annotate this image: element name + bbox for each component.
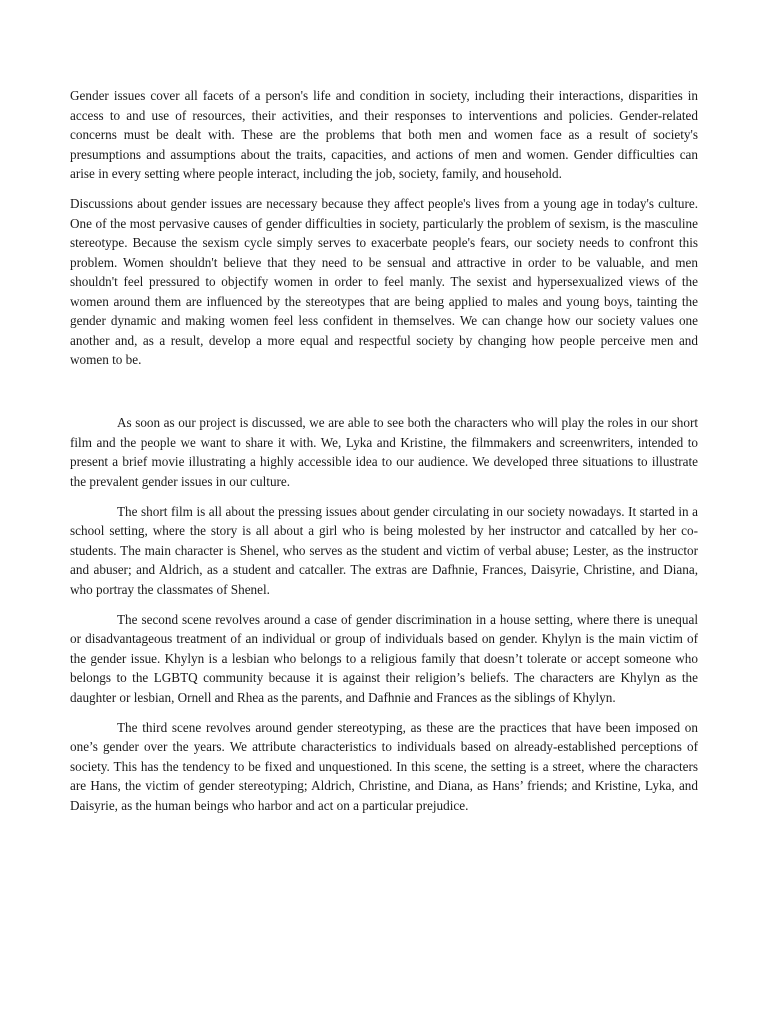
paragraph-gender-issues-discussion: Discussions about gender issues are necessary because they affect people's lives from a young age in today's culture. One of the most pervasive causes of gender difficulties in society, particularly the problem of sexism, is the masculine stereotype. Because the sexism cycle simply serves to exacerbate people's fears, our society needs to confront this problem. Women shouldn't believe that they need to be sensual and attractive in order to be valuable, and men shouldn't feel pressured to objectify women in order to feel manly. The sexist and hypersexualized views of the women around them are influenced by the stereotypes that are being applied to males and young boys, tainting the gender dynamic and making women feel less confident in themselves. We can change how our society values one another and, as a result, develop a more equal and respectful society by changing how people perceive men and women to be. — [70, 196, 698, 367]
paragraph-third-scene: The third scene revolves around gender stereotyping, as these are the practices that have been imposed on one’s gender over the years. We attribute characteristics to individuals based on already-established perceptions of society. This has the tendency to be fixed and unquestioned. In this scene, the setting is a street, where the characters are Hans, the victim of gender stereotyping; Aldrich, Christine, and Diana, as Hans’ friends; and Kristine, Lyka, and Daisyrie, as the human beings who harbor and act on a particular prejudice. — [70, 719, 698, 813]
paragraph-second-scene: The second scene revolves around a case of gender discrimination in a house setting, where there is unequal or disadvantageous treatment of an individual or group of individuals based on gender. Khylyn is the main victim of the gender issue. Khylyn is a lesbian who belongs to a religious family that doesn’t tolerate or accept someone who belongs to the LGBTQ community because it is against their religion’s beliefs. The characters are Khylyn as the daughter or lesbian, Ornell and Rhea as the parents, and Dafhnie and Frances as the siblings of Khylyn. — [70, 611, 698, 705]
paragraph-gender-issues-definition: Gender issues cover all facets of a person's life and condition in society, including their interactions, disparities in access to and use of resources, their activities, and their responses to interventions and policies. Gender-related concerns must be dealt with. These are the problems that both men and women face as a result of society's presumptions and assumptions about the traits, capacities, and actions of men and women. Gender difficulties can arise in every setting where people interact, including the job, society, family, and household. — [70, 88, 698, 181]
paragraph-project-overview: As soon as our project is discussed, we are able to see both the characters who will play the roles in our short film and the people we want to share it with. We, Lyka and Kristine, the filmmakers and screenwriters, intended to present a brief movie illustrating a highly accessible idea to our audience. We developed three situations to illustrate the prevalent gender issues in our culture. — [70, 415, 698, 489]
paragraph-first-scene: The short film is all about the pressing issues about gender circulating in our society nowadays. It started in a school setting, where the story is all about a girl who is being molested by her instructor and catcalled by her co-students. The main character is Shenel, who serves as the student and victim of verbal abuse; Lester, as the instructor and abuser; and Aldrich, as a student and catcaller. The extras are Dafhnie, Frances, Daisyrie, Christine, and Diana, who portray the classmates of Shenel. — [70, 503, 698, 597]
document-page — [70, 86, 698, 826]
section-spacer — [70, 380, 698, 413]
